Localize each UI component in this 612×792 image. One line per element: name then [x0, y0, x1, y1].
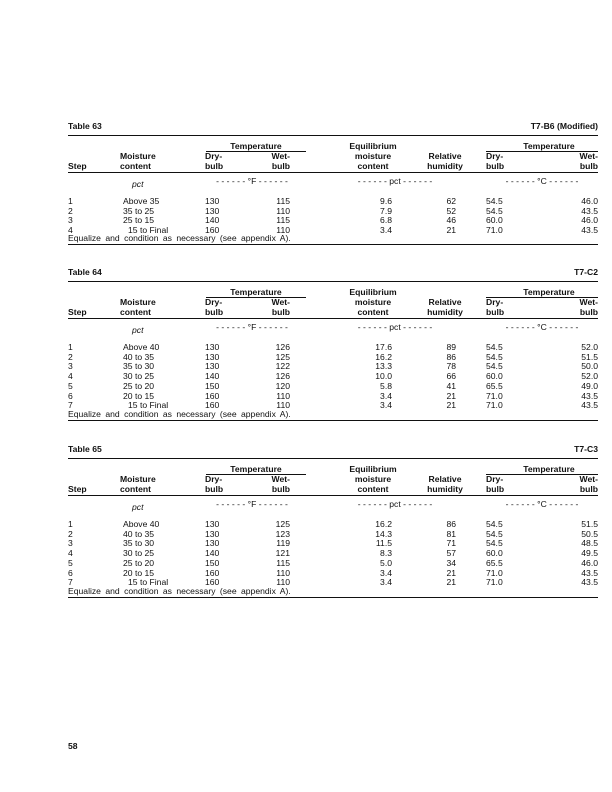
dry-bulb-c-cell: 54.5 [486, 361, 503, 372]
wet-bulb-f-cell: 119 [276, 538, 290, 549]
unit-pct: pct [132, 325, 144, 335]
dry-bulb-c-cell: 60.0 [486, 548, 503, 559]
wet-bulb-c-cell: 50.0 [581, 361, 598, 372]
dry-bulb-c-header: Dry- [486, 474, 504, 484]
wet-bulb-f-cell: 120 [275, 380, 290, 391]
table-title: Table 65 [68, 444, 102, 454]
dry-bulb-c-cell: 60.0 [486, 371, 503, 382]
dry-bulb-f-subheader: bulb [205, 161, 224, 171]
dry-bulb-c-subheader: bulb [486, 484, 505, 494]
step-cell: 7 [68, 577, 73, 588]
moisture-header: moisture [354, 297, 392, 307]
dry-bulb-c-subheader: bulb [486, 161, 505, 171]
dry-bulb-c-cell: 54.5 [486, 538, 503, 549]
table-note: Equalize and condition as necessary (see appendix A). [68, 233, 291, 243]
unit-pct: pct [132, 179, 144, 189]
wet-bulb-c-cell: 49.0 [581, 380, 598, 391]
dry-bulb-c-cell: 54.5 [486, 196, 503, 206]
step-cell: 1 [68, 342, 73, 352]
step-cell: 2 [68, 528, 73, 539]
unit-emc-pct: - - - - - - pct - - - - - - [357, 322, 433, 332]
step-cell: 4 [68, 548, 73, 559]
dry-bulb-c-header: Dry- [486, 297, 504, 307]
dry-bulb-f-cell: 130 [205, 538, 220, 549]
equilibrium-header: Equilibrium [349, 287, 397, 297]
dry-bulb-f-cell: 130 [205, 361, 220, 372]
moisture-header: Moisture [120, 151, 156, 161]
wet-bulb-c-header: Wet- [579, 151, 598, 161]
step-header: Step [68, 484, 87, 494]
content-header: content [357, 307, 389, 317]
emc-cell: 16.2 [375, 351, 392, 362]
dry-bulb-f-header: Dry- [205, 151, 223, 161]
relative-humidity-cell: 52 [446, 205, 456, 216]
emc-cell: 13.3 [375, 361, 392, 372]
step-cell: 1 [68, 519, 73, 529]
wet-bulb-f-cell: 115 [276, 557, 290, 568]
content-header: content [120, 161, 152, 171]
dry-bulb-c-cell: 71.0 [486, 577, 503, 588]
emc-cell: 3.4 [380, 577, 392, 588]
dry-bulb-f-subheader: bulb [205, 484, 224, 494]
relative-humidity-cell: 34 [446, 557, 456, 568]
temperature-c-group-header: Temperature [523, 464, 575, 474]
moisture-content-cell: 25 to 15 [123, 215, 155, 226]
moisture-content-cell: 15 to Final [128, 400, 169, 411]
emc-cell: 3.4 [380, 567, 392, 578]
dry-bulb-c-cell: 54.5 [486, 519, 503, 529]
temperature-f-group-header: Temperature [230, 141, 282, 151]
page-number: 58 [68, 741, 78, 751]
wet-bulb-c-cell: 43.5 [581, 205, 598, 216]
dry-bulb-f-cell: 130 [205, 196, 220, 206]
step-header: Step [68, 161, 87, 171]
emc-cell: 9.6 [380, 196, 392, 206]
relative-header: Relative [428, 297, 462, 307]
moisture-content-cell: 40 to 35 [123, 528, 155, 539]
moisture-content-cell: 40 to 35 [123, 351, 155, 362]
relative-humidity-cell: 86 [446, 519, 456, 529]
emc-cell: 3.4 [380, 225, 392, 236]
relative-humidity-cell: 41 [446, 380, 456, 391]
content-header: content [357, 484, 389, 494]
dry-bulb-c-cell: 54.5 [486, 205, 503, 216]
dry-bulb-c-cell: 71.0 [486, 390, 503, 401]
wet-bulb-c-cell: 46.0 [581, 215, 598, 226]
relative-humidity-cell: 71 [446, 538, 456, 549]
temperature-f-group-header: Temperature [230, 287, 282, 297]
wet-bulb-f-subheader: bulb [271, 161, 290, 171]
relative-humidity-cell: 81 [446, 528, 456, 539]
emc-cell: 17.6 [375, 342, 392, 352]
unit-fahrenheit: - - - - - - °F - - - - - - [216, 176, 288, 186]
table-row [68, 226, 598, 236]
content-header: content [357, 161, 389, 171]
relative-humidity-cell: 21 [446, 400, 456, 411]
wet-bulb-c-cell: 48.5 [581, 538, 598, 549]
bottom-rule [68, 244, 598, 245]
dry-bulb-c-cell: 54.5 [486, 528, 503, 539]
wet-bulb-f-cell: 110 [276, 390, 290, 401]
relative-humidity-cell: 21 [446, 567, 456, 578]
wet-bulb-c-header: Wet- [579, 474, 598, 484]
wet-bulb-c-cell: 52.0 [581, 371, 598, 382]
table-code: T7-C3 [574, 444, 598, 454]
table-code: T7-B6 (Modified) [530, 121, 598, 131]
temperature-f-group-header: Temperature [230, 464, 282, 474]
moisture-content-cell: 25 to 20 [123, 557, 155, 568]
wet-bulb-f-cell: 125 [275, 519, 290, 529]
moisture-content-cell: Above 40 [123, 519, 160, 529]
dry-bulb-f-cell: 140 [205, 215, 220, 226]
table-note: Equalize and condition as necessary (see appendix A). [68, 409, 291, 419]
dry-bulb-f-cell: 140 [205, 371, 220, 382]
moisture-content-cell: 15 to Final [128, 577, 169, 588]
wet-bulb-f-cell: 121 [275, 548, 290, 559]
step-cell: 2 [68, 351, 73, 362]
table-row [68, 401, 598, 411]
relative-header: Relative [428, 474, 462, 484]
wet-bulb-c-subheader: bulb [579, 484, 598, 494]
dry-bulb-f-cell: 150 [205, 380, 220, 391]
wet-bulb-c-cell: 43.5 [581, 577, 598, 588]
step-cell: 3 [68, 538, 73, 549]
relative-humidity-cell: 57 [446, 548, 456, 559]
moisture-content-cell: Above 35 [123, 196, 160, 206]
step-cell: 6 [68, 390, 73, 401]
dry-bulb-c-subheader: bulb [486, 307, 505, 317]
dry-bulb-f-cell: 150 [205, 557, 220, 568]
relative-humidity-cell: 89 [446, 342, 456, 352]
step-cell: 4 [68, 371, 73, 382]
top-rule [68, 458, 598, 459]
relative-humidity-cell: 21 [446, 577, 456, 588]
dry-bulb-f-cell: 160 [205, 400, 220, 411]
emc-cell: 7.9 [380, 205, 392, 216]
wet-bulb-c-cell: 46.0 [581, 557, 598, 568]
wet-bulb-c-subheader: bulb [579, 307, 598, 317]
moisture-content-cell: 25 to 20 [123, 380, 155, 391]
dry-bulb-f-cell: 130 [205, 342, 220, 352]
wet-bulb-c-cell: 43.5 [581, 567, 598, 578]
equilibrium-header: Equilibrium [349, 141, 397, 151]
moisture-content-cell: 30 to 25 [123, 548, 155, 559]
table-title: Table 64 [68, 267, 102, 277]
header-rule [68, 318, 598, 319]
bottom-rule [68, 597, 598, 598]
wet-bulb-c-cell: 51.5 [581, 351, 598, 362]
relative-humidity-cell: 21 [446, 390, 456, 401]
humidity-header: humidity [427, 307, 463, 317]
wet-bulb-f-cell: 110 [276, 205, 290, 216]
unit-fahrenheit: - - - - - - °F - - - - - - [216, 322, 288, 332]
wet-bulb-f-cell: 110 [276, 567, 290, 578]
wet-bulb-f-subheader: bulb [271, 307, 290, 317]
wet-bulb-f-header: Wet- [271, 297, 290, 307]
emc-cell: 6.8 [380, 215, 392, 226]
unit-emc-pct: - - - - - - pct - - - - - - [357, 499, 433, 509]
relative-humidity-cell: 78 [446, 361, 456, 372]
moisture-content-cell: 30 to 25 [123, 371, 155, 382]
wet-bulb-c-cell: 51.5 [581, 519, 598, 529]
emc-cell: 11.5 [375, 538, 392, 549]
moisture-header: Moisture [120, 474, 156, 484]
dry-bulb-c-cell: 65.5 [486, 557, 503, 568]
dry-bulb-c-cell: 54.5 [486, 351, 503, 362]
wet-bulb-f-header: Wet- [271, 474, 290, 484]
dry-bulb-c-cell: 71.0 [486, 400, 503, 411]
dry-bulb-f-cell: 160 [205, 577, 220, 588]
dry-bulb-f-cell: 160 [205, 567, 220, 578]
moisture-content-cell: 15 to Final [128, 225, 169, 236]
wet-bulb-f-cell: 126 [275, 342, 290, 352]
top-rule [68, 135, 598, 136]
dry-bulb-f-cell: 140 [205, 548, 220, 559]
wet-bulb-f-cell: 110 [276, 225, 290, 236]
wet-bulb-f-cell: 126 [275, 371, 290, 382]
dry-bulb-f-cell: 130 [205, 519, 220, 529]
emc-cell: 3.4 [380, 390, 392, 401]
step-cell: 6 [68, 567, 73, 578]
unit-celsius: - - - - - - °C - - - - - - [505, 176, 579, 186]
wet-bulb-c-cell: 46.0 [581, 196, 598, 206]
step-header: Step [68, 307, 87, 317]
moisture-content-cell: 35 to 25 [123, 205, 155, 216]
table-row [68, 578, 598, 588]
moisture-content-cell: Above 40 [123, 342, 160, 352]
emc-cell: 8.3 [380, 548, 392, 559]
emc-cell: 14.3 [375, 528, 392, 539]
wet-bulb-c-cell: 50.5 [581, 528, 598, 539]
relative-humidity-cell: 21 [446, 225, 456, 236]
step-cell: 2 [68, 205, 73, 216]
wet-bulb-f-subheader: bulb [271, 484, 290, 494]
wet-bulb-c-cell: 43.5 [581, 390, 598, 401]
dry-bulb-f-cell: 130 [205, 205, 220, 216]
content-header: content [120, 307, 152, 317]
wet-bulb-c-cell: 49.5 [581, 548, 598, 559]
top-rule [68, 281, 598, 282]
emc-cell: 5.8 [380, 380, 392, 391]
temperature-c-group-header: Temperature [523, 287, 575, 297]
wet-bulb-f-cell: 122 [275, 361, 290, 372]
moisture-content-cell: 20 to 15 [123, 390, 155, 401]
wet-bulb-f-cell: 115 [276, 215, 290, 226]
unit-celsius: - - - - - - °C - - - - - - [505, 499, 579, 509]
temperature-c-group-header: Temperature [523, 141, 575, 151]
equilibrium-header: Equilibrium [349, 464, 397, 474]
dry-bulb-f-header: Dry- [205, 297, 223, 307]
step-cell: 4 [68, 225, 73, 236]
wet-bulb-c-cell: 43.5 [581, 400, 598, 411]
dry-bulb-f-subheader: bulb [205, 307, 224, 317]
dry-bulb-c-cell: 71.0 [486, 567, 503, 578]
dry-bulb-f-cell: 160 [205, 390, 220, 401]
dry-bulb-f-header: Dry- [205, 474, 223, 484]
table-code: T7-C2 [574, 267, 598, 277]
step-cell: 5 [68, 380, 73, 391]
humidity-header: humidity [427, 484, 463, 494]
wet-bulb-f-cell: 115 [276, 196, 290, 206]
dry-bulb-f-cell: 160 [205, 225, 220, 236]
step-cell: 5 [68, 557, 73, 568]
wet-bulb-f-cell: 110 [276, 577, 290, 588]
header-rule [68, 172, 598, 173]
dry-bulb-f-cell: 130 [205, 528, 220, 539]
moisture-content-cell: 35 to 30 [123, 361, 155, 372]
relative-humidity-cell: 46 [446, 215, 456, 226]
emc-cell: 5.0 [380, 557, 392, 568]
wet-bulb-c-cell: 43.5 [581, 225, 598, 236]
step-cell: 7 [68, 400, 73, 411]
dry-bulb-c-cell: 71.0 [486, 225, 503, 236]
header-rule [68, 495, 598, 496]
wet-bulb-f-header: Wet- [271, 151, 290, 161]
wet-bulb-f-cell: 123 [275, 528, 290, 539]
wet-bulb-c-cell: 52.0 [581, 342, 598, 352]
content-header: content [120, 484, 152, 494]
dry-bulb-c-header: Dry- [486, 151, 504, 161]
bottom-rule [68, 420, 598, 421]
emc-cell: 10.0 [375, 371, 392, 382]
dry-bulb-c-cell: 60.0 [486, 215, 503, 226]
moisture-header: moisture [354, 151, 392, 161]
moisture-header: Moisture [120, 297, 156, 307]
moisture-header: moisture [354, 474, 392, 484]
dry-bulb-f-cell: 130 [205, 351, 220, 362]
unit-fahrenheit: - - - - - - °F - - - - - - [216, 499, 288, 509]
relative-humidity-cell: 86 [446, 351, 456, 362]
humidity-header: humidity [427, 161, 463, 171]
moisture-content-cell: 20 to 15 [123, 567, 155, 578]
table-title: Table 63 [68, 121, 102, 131]
dry-bulb-c-cell: 65.5 [486, 380, 503, 391]
step-cell: 3 [68, 361, 73, 372]
unit-emc-pct: - - - - - - pct - - - - - - [357, 176, 433, 186]
relative-header: Relative [428, 151, 462, 161]
wet-bulb-f-cell: 110 [276, 400, 290, 411]
dry-bulb-c-cell: 54.5 [486, 342, 503, 352]
moisture-content-cell: 35 to 30 [123, 538, 155, 549]
table-note: Equalize and condition as necessary (see appendix A). [68, 586, 291, 596]
wet-bulb-c-header: Wet- [579, 297, 598, 307]
wet-bulb-c-subheader: bulb [579, 161, 598, 171]
unit-pct: pct [132, 502, 144, 512]
step-cell: 1 [68, 196, 73, 206]
step-cell: 3 [68, 215, 73, 226]
emc-cell: 16.2 [375, 519, 392, 529]
wet-bulb-f-cell: 125 [275, 351, 290, 362]
relative-humidity-cell: 62 [446, 196, 456, 206]
relative-humidity-cell: 66 [446, 371, 456, 382]
emc-cell: 3.4 [380, 400, 392, 411]
unit-celsius: - - - - - - °C - - - - - - [505, 322, 579, 332]
